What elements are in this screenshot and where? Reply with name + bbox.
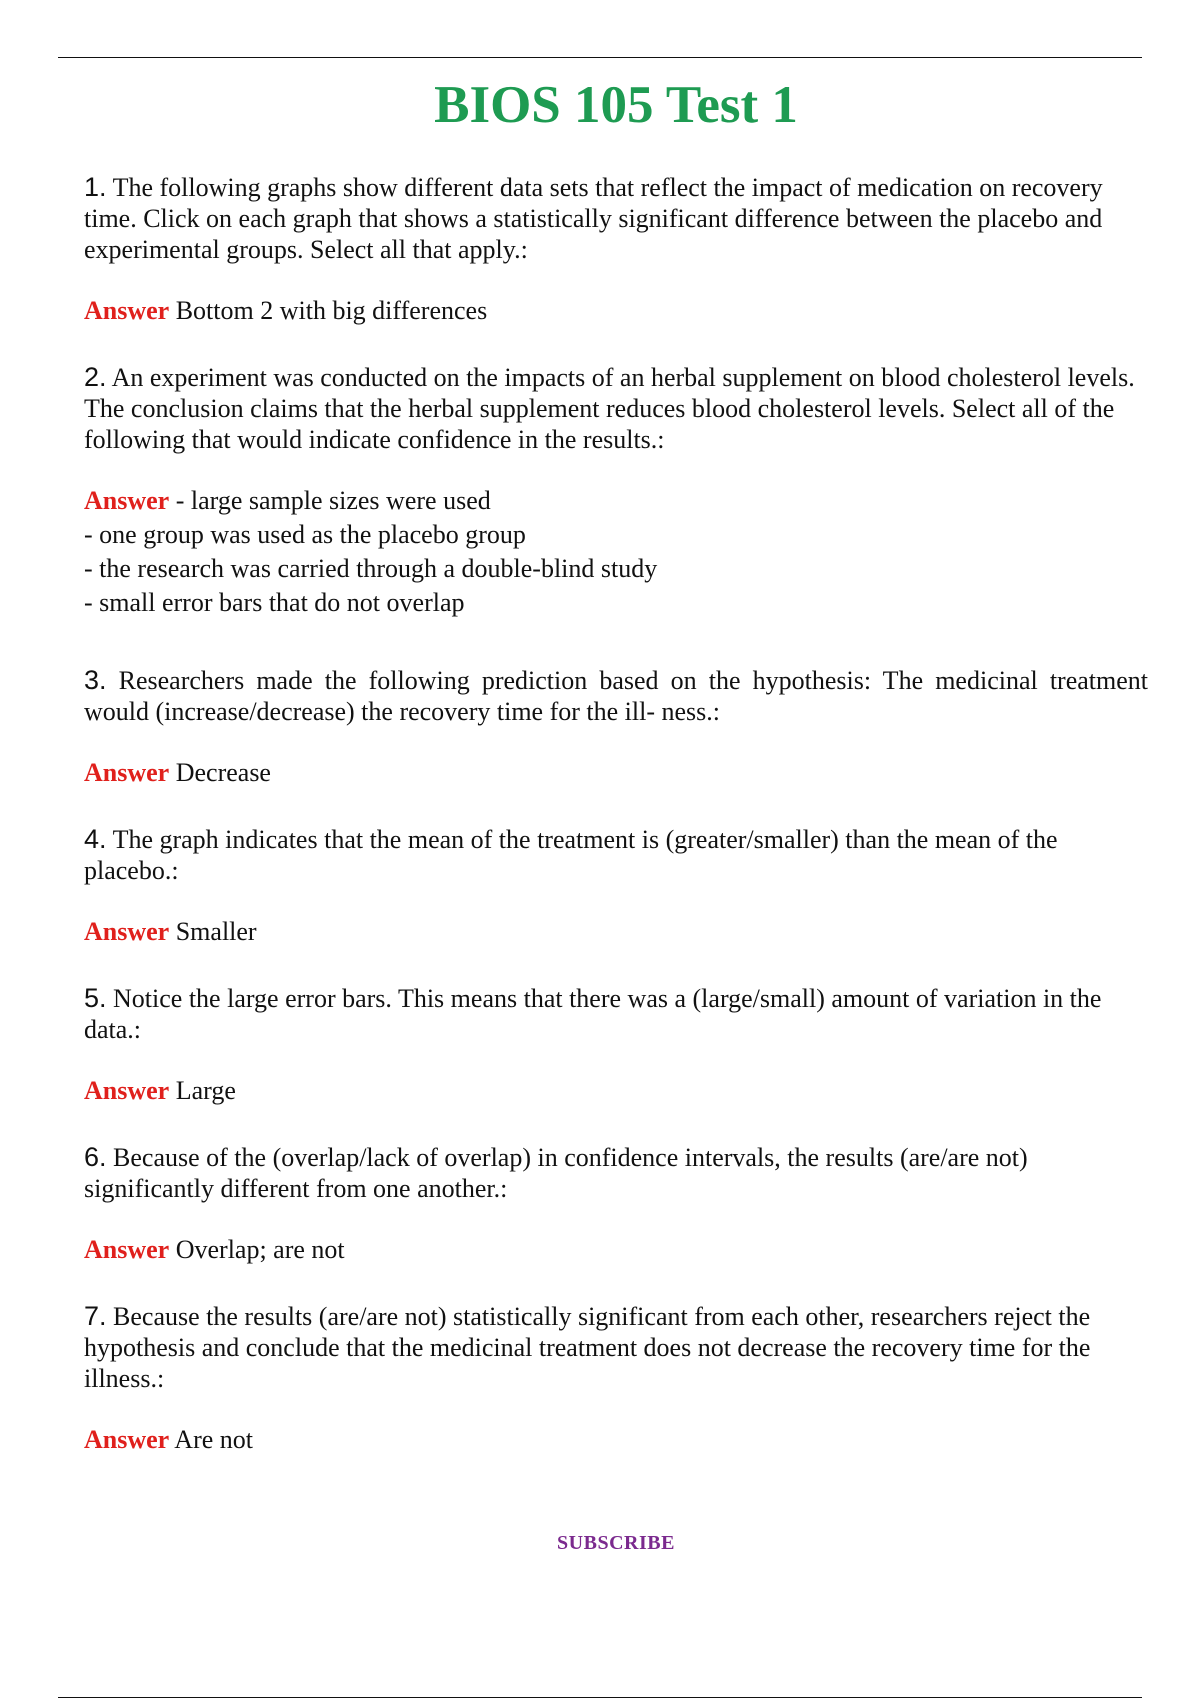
question-body: Notice the large error bars. This means that there was a (large/small) amount of variation in the data.: [84, 984, 1102, 1044]
question-text [84, 172, 1148, 265]
answer-text: Bottom 2 with big differences [175, 296, 488, 325]
question-item-4 [84, 824, 1148, 949]
answer-text: Smaller [175, 917, 257, 946]
question-number: 4. [84, 824, 107, 854]
question-item-7 [84, 1301, 1148, 1457]
question-number: 6. [84, 1142, 107, 1172]
question-body: Researchers made the following prediction based on the hypothesis: The medicinal treatment would (increase/decrease) the recovery time for the ill- ness.: [84, 666, 1148, 726]
question-item-6 [84, 1142, 1148, 1267]
answer-text: Are not [174, 1425, 253, 1454]
answer-text: - large sample sizes were used [175, 486, 491, 515]
answer-label: Answer [84, 1076, 170, 1105]
answer-extra-line: - the research was carried through a double-blind study [84, 554, 658, 583]
question-number: 3. [84, 665, 107, 695]
question-item-1 [84, 172, 1148, 328]
question-number: 2. [84, 362, 107, 392]
answer-extra-line: - small error bars that do not overlap [84, 588, 465, 617]
question-body: Because the results (are/are not) statistically significant from each other, researchers reject the hypothesis and conclude that the medicinal treatment does not decrease the recovery time for the illness.: [84, 1302, 1091, 1393]
answer-label: Answer [84, 486, 170, 515]
question-number: 5. [84, 983, 107, 1013]
answer-line [84, 1074, 1148, 1108]
answer-text: Decrease [175, 758, 271, 787]
question-number: 7. [84, 1301, 107, 1331]
question-text [84, 362, 1148, 455]
question-text [84, 1301, 1148, 1394]
question-text [84, 665, 1148, 727]
subscribe-link[interactable]: SUBSCRIBE [557, 1532, 675, 1554]
answer-text: Overlap; are not [175, 1235, 345, 1264]
answer-label: Answer [84, 1425, 170, 1454]
bottom-rule [58, 1697, 1142, 1698]
answer-label: Answer [84, 1235, 170, 1264]
answer-text: Large [175, 1076, 236, 1105]
answer-line [84, 484, 1148, 518]
document-title: BIOS 105 Test 1 [434, 76, 798, 134]
answer-line [84, 1233, 1148, 1267]
question-text [84, 983, 1148, 1045]
question-body: An experiment was conducted on the impacts of an herbal supplement on blood cholesterol levels. The conclusion claims that the herbal supplement reduces blood cholesterol levels. Select all of the following that would indicate confidence in the results.: [84, 363, 1135, 454]
question-item-5 [84, 983, 1148, 1108]
answer-line [84, 915, 1148, 949]
question-text [84, 824, 1148, 886]
answer-extra-line: - one group was used as the placebo group [84, 520, 526, 549]
answer-line [84, 1423, 1148, 1457]
question-item-3 [84, 665, 1148, 790]
top-rule [58, 57, 1142, 58]
question-number: 1. [84, 172, 107, 202]
answer-label: Answer [84, 917, 170, 946]
question-body: The following graphs show different data sets that reflect the impact of medication on recovery time. Click on each graph that shows a statistically significant difference between the placebo and experimental groups. Select all that apply.: [84, 173, 1103, 264]
question-text [84, 1142, 1148, 1204]
answer-label: Answer [84, 296, 170, 325]
answer-line [84, 294, 1148, 328]
question-body: The graph indicates that the mean of the treatment is (greater/smaller) than the mean of the placebo.: [84, 825, 1058, 885]
question-body: Because of the (overlap/lack of overlap) in confidence intervals, the results (are/are not) significantly different from one another.: [84, 1143, 1028, 1203]
answer-label: Answer [84, 758, 170, 787]
question-item-2 [84, 362, 1148, 620]
answer-line [84, 756, 1148, 790]
